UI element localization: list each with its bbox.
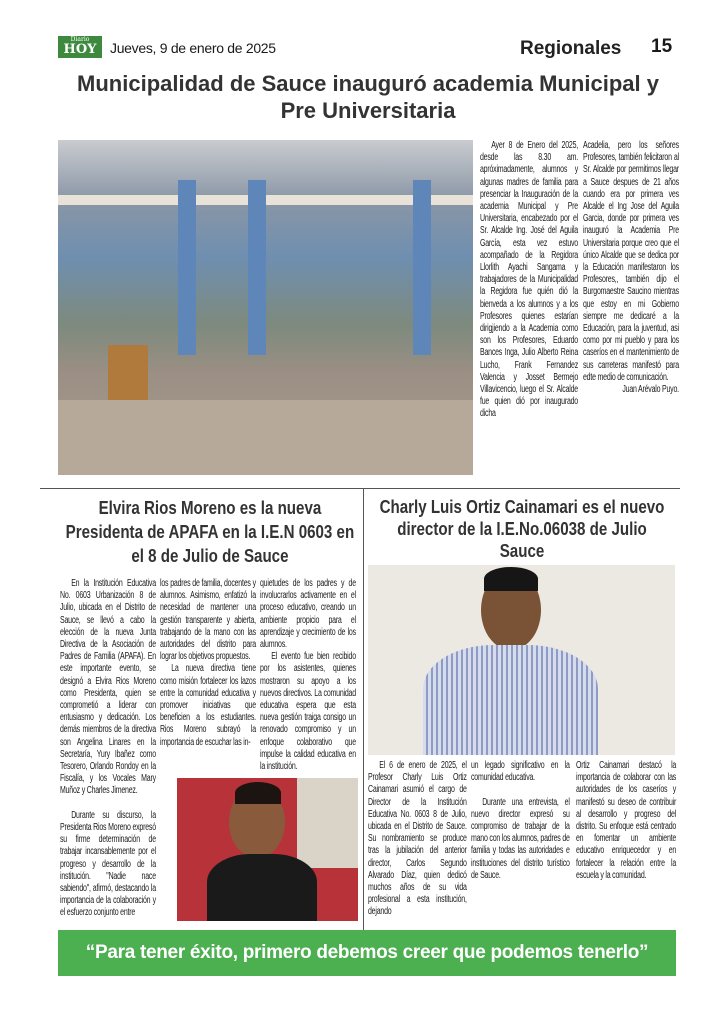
article3-paragraph: un legado significativo en la comunidad educativa.	[471, 760, 570, 784]
article1-paragraph: Acadelia, pero los señores Profesores, también felicitaron al Sr. Alcalde por permitirnos llegar a Sauce despues de 21 años cuando era por primera ves Alcalde el Ing Jose del Aguila Garcia, donde por primera ves inauguró la Academia Pre Universitaria porque creo que el único Alcalde que se dedica por la Educación manifestaron los Profesores,, también dijo el Burgomaestre Saucino mientras que estoy en mi Gobierno siempre me dedicaré a la Educación, para la juventud, asi como por mi pueblo y para los caseríos en el mantenimiento de sus carreteras manifestó para edte medio de comunicación.	[583, 140, 679, 383]
issue-date: Jueves, 9 de enero de 2025	[110, 40, 276, 56]
article3-col3	[576, 760, 676, 882]
article2-col3	[260, 578, 356, 773]
column-divider	[363, 488, 364, 930]
article2-paragraph: los padres de familia, docentes y alumnos. Asimismo, enfatizó la necesidad de mantener una gestión transparente y abierta, trabajando de la mano con las autoridades del distrito para lograr los objetivos propuestos.	[160, 578, 256, 663]
article3-photo	[368, 565, 675, 755]
article2-paragraph: La nueva directiva tiene como misión fortalecer los lazos entre la comunidad educativa y promover iniciativas que beneficien a los estudiantes. Rios Moreno subrayó la importancia de escuchar las in-	[160, 663, 256, 748]
newspaper-logo	[58, 36, 102, 58]
article2-col1	[60, 578, 156, 920]
article1-col2	[583, 140, 679, 396]
article1-paragraph: Ayer 8 de Enero del 2025, desde las 8.30 am. apróximadamente, alumnos y algunas madres de familia para presenciar la Inauguración de la academia Municipal y Pre Universitaria, encabezado por el Sr. Alcalde Ing. José del Aguila García, esta vez estuvo acompañado de la Regidora Llorlith Ayachi Sangama y trabajadores de la Municipalidad la Regidora fue quién dió la bienveda a los alumnos y a los Profesores quienes estarían dirigjiendo a la Academia como son los Profesores, Eduardo Bances Inga, Julio Alberto Reina Lucho, Frank Fernandez Valencia y Josset Bermejo Villavicencio, luego el Sr. Alcalde fue quien dió por inaugurado dicha	[480, 140, 578, 420]
article2-headline: Elvira Rios Moreno es la nueva Presidenta de APAFA en la I.E.N 0603 en el 8 de Julio de Sauce	[65, 498, 355, 566]
article3-col2	[471, 760, 570, 882]
article2-paragraph: En la Institución Educativa No. 0603 Urbanización 8 de Julio, ubicada en el Distrito de Sauce, se llevó a cabo la elección de la nueva Junta Directiva de la Asociación de Padres de Familia (APAFA). En este importante evento, se designó a Elvira Rios Moreno como Presidenta, quien se comprometió a liderar con entusiasmo y dedicación. Los demás miembros de la directiva son Angelina Linares en la Secretaría, Yury Ibañez como Tesorero, Orlando Rondoy en la Fiscalía, y los Vocales Mary Muñoz y Charles Jimenez.	[60, 578, 156, 797]
article1-col1	[480, 140, 578, 421]
section-divider	[40, 488, 680, 489]
article3-paragraph: Ortiz Cainamari destacó la importancia de colaborar con las autoridades de los caseríos y manifestó su deseo de contribuir al desarrollo y progreso del distrito. Su enfoque está centrado en fomentar un ambiente educativo enriquecedor y en fortalecer la relación entre la escuela y la comunidad.	[576, 760, 677, 881]
article3-col1	[368, 760, 467, 919]
article1-headline: Municipalidad de Sauce inauguró academia Municipal y Pre Universitaria	[77, 71, 659, 123]
article2-paragraph: El evento fue bien recibido por los asistentes, quienes mostraron su apoyo a los nuevos directivos. La comunidad educativa espera que esta nueva gestión traiga consigo un renovado compromiso y un enfoque colaborativo que impulse la calidad educativa en la institución.	[260, 651, 356, 773]
article2-photo	[177, 778, 358, 921]
article2-paragraph: quietudes de los padres y de involucrarlos activamente en el proceso educativo, creando un ambiente propicio para el aprendizaje y crecimiento de los alumnos.	[260, 578, 356, 651]
article3-paragraph: Durante una entrevista, el nuevo director expresó su compromiso de trabajar de la mano con los alumnos, padres de familia y todas las autoridades e instituciones del distrito turístico de Sauce.	[471, 796, 570, 881]
page-number: 15	[651, 36, 673, 57]
article1-photo	[58, 140, 473, 475]
logo-big-text: HOY	[63, 42, 97, 57]
article3-headline: Charly Luis Ortiz Cainamari es el nuevo director de la I.E.No.06038 de Julio Sauce	[379, 497, 665, 561]
article2-paragraph: Durante su discurso, la Presidenta Rios Moreno expresó su firme determinación de trabajar incansablemente por el progreso y desarrollo de la institución. "Nadie nace sabiendo", afirmó, destacando la importancia de la colaboración y el esfuerzo conjunto entre	[60, 809, 156, 919]
section-name: Regionales	[520, 38, 622, 59]
article2-col2	[160, 578, 256, 749]
article1-author: Juan Arévalo Puyo.	[622, 384, 679, 396]
article3-paragraph: El 6 de enero de 2025, el Profesor Charly Luis Ortiz Cainamari asumió el cargo de Director de la Institución Educativa No. 0603 8 de Julio, ubicada en el Distrito de Sauce. Su nombramiento se produce tras la jubilación del anterior director, Carlos Segundo Alvarado Díaz, quien dedicó muchos años de su vida profesional a esta institución, dejando	[368, 760, 467, 918]
logo-small-text: Diario	[70, 36, 90, 43]
quote-banner: “Para tener éxito, primero debemos creer que podemos tenerlo”	[58, 930, 676, 976]
